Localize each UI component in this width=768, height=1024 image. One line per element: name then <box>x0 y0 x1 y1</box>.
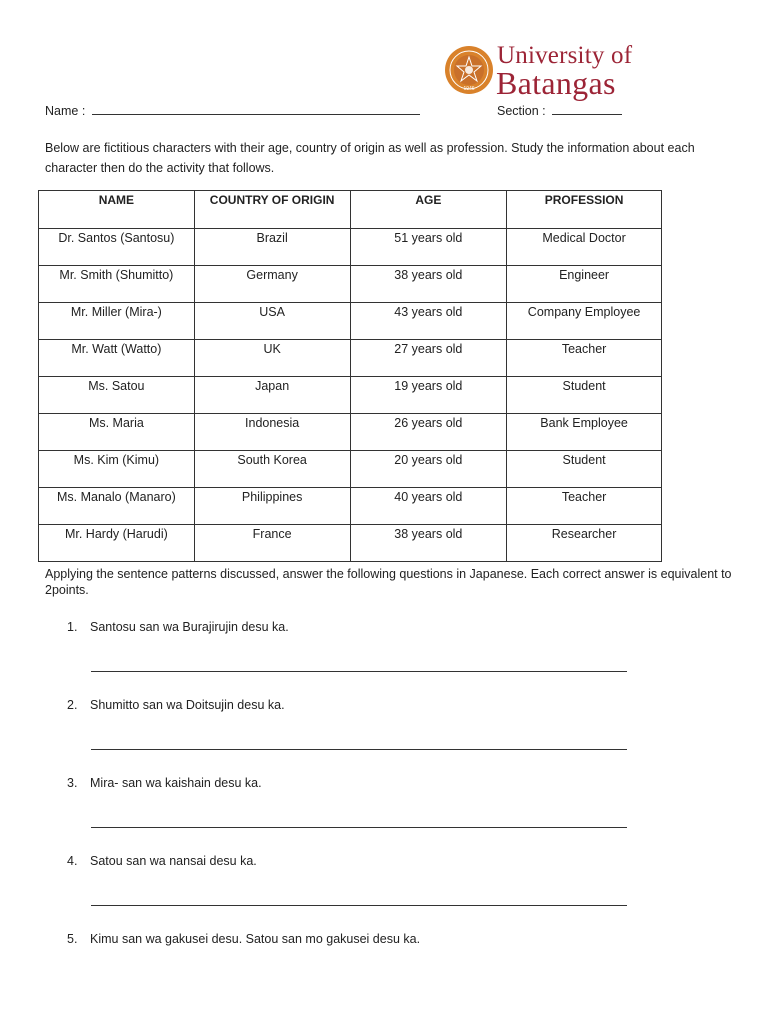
section-label: Section : <box>497 104 546 118</box>
header-age: AGE <box>350 191 507 229</box>
cell-country: France <box>194 525 350 562</box>
answer-line-3[interactable] <box>91 826 627 828</box>
cell-country: South Korea <box>194 451 350 488</box>
question-4 <box>67 854 257 868</box>
cell-country: USA <box>194 303 350 340</box>
cell-name: Mr. Miller (Mira-) <box>39 303 195 340</box>
cell-profession: Medical Doctor <box>507 229 662 266</box>
cell-name: Ms. Manalo (Manaro) <box>39 488 195 525</box>
table-row <box>39 414 662 451</box>
cell-profession: Student <box>507 377 662 414</box>
cell-name: Ms. Kim (Kimu) <box>39 451 195 488</box>
name-blank[interactable] <box>92 104 420 115</box>
question-number: 1. <box>67 620 78 634</box>
header-name: NAME <box>39 191 195 229</box>
header-profession: PROFESSION <box>507 191 662 229</box>
cell-name: Ms. Maria <box>39 414 195 451</box>
cell-country: UK <box>194 340 350 377</box>
answer-line-4[interactable] <box>91 904 627 906</box>
section-field <box>497 104 622 118</box>
university-seal-icon <box>444 45 494 95</box>
cell-profession: Company Employee <box>507 303 662 340</box>
seal-year: 1946 <box>463 86 475 92</box>
logo-line-1: University of <box>497 42 633 69</box>
cell-age: 26 years old <box>350 414 507 451</box>
cell-name: Mr. Watt (Watto) <box>39 340 195 377</box>
name-label: Name : <box>45 104 86 118</box>
question-text: Mira- san wa kaishain desu ka. <box>90 776 262 790</box>
table-row <box>39 303 662 340</box>
cell-age: 38 years old <box>350 525 507 562</box>
cell-profession: Engineer <box>507 266 662 303</box>
name-field <box>45 104 420 118</box>
character-table <box>38 190 662 562</box>
cell-profession: Researcher <box>507 525 662 562</box>
question-text: Kimu san wa gakusei desu. Satou san mo gakusei desu ka. <box>90 932 421 946</box>
answer-line-1[interactable] <box>91 670 627 672</box>
question-2 <box>67 698 285 712</box>
cell-name: Dr. Santos (Santosu) <box>39 229 195 266</box>
intro-paragraph: Below are fictitious characters with their age, country of origin as well as profession. Study the information about each character then do the activity that follows. <box>45 141 695 175</box>
cell-profession: Student <box>507 451 662 488</box>
table-header-row <box>39 191 662 229</box>
cell-country: Philippines <box>194 488 350 525</box>
cell-age: 38 years old <box>350 266 507 303</box>
question-number: 4. <box>67 854 78 868</box>
cell-country: Brazil <box>194 229 350 266</box>
cell-name: Ms. Satou <box>39 377 195 414</box>
cell-country: Indonesia <box>194 414 350 451</box>
cell-profession: Teacher <box>507 340 662 377</box>
cell-age: 51 years old <box>350 229 507 266</box>
question-1 <box>67 620 289 634</box>
question-5 <box>67 932 420 946</box>
table-row <box>39 525 662 562</box>
logo-line-2: Batangas <box>496 65 616 101</box>
university-logo <box>444 44 644 100</box>
cell-profession: Bank Employee <box>507 414 662 451</box>
instructions-paragraph: Applying the sentence patterns discussed, answer the following questions in Japanese. Each correct answer is equivalent to 2points. <box>45 567 732 597</box>
header-country: COUNTRY OF ORIGIN <box>194 191 350 229</box>
table-row <box>39 340 662 377</box>
answer-line-2[interactable] <box>91 748 627 750</box>
table-row <box>39 451 662 488</box>
cell-country: Germany <box>194 266 350 303</box>
question-3 <box>67 776 262 790</box>
cell-age: 19 years old <box>350 377 507 414</box>
table-row <box>39 229 662 266</box>
table-row <box>39 266 662 303</box>
cell-country: Japan <box>194 377 350 414</box>
cell-name: Mr. Smith (Shumitto) <box>39 266 195 303</box>
cell-name: Mr. Hardy (Harudi) <box>39 525 195 562</box>
question-text: Santosu san wa Burajirujin desu ka. <box>90 620 289 634</box>
question-number: 3. <box>67 776 78 790</box>
cell-profession: Teacher <box>507 488 662 525</box>
question-number: 2. <box>67 698 78 712</box>
table-row <box>39 488 662 525</box>
section-blank[interactable] <box>552 104 622 115</box>
cell-age: 27 years old <box>350 340 507 377</box>
question-number: 5. <box>67 932 78 946</box>
table-row <box>39 377 662 414</box>
question-text: Satou san wa nansai desu ka. <box>90 854 257 868</box>
question-text: Shumitto san wa Doitsujin desu ka. <box>90 698 285 712</box>
cell-age: 43 years old <box>350 303 507 340</box>
cell-age: 20 years old <box>350 451 507 488</box>
cell-age: 40 years old <box>350 488 507 525</box>
